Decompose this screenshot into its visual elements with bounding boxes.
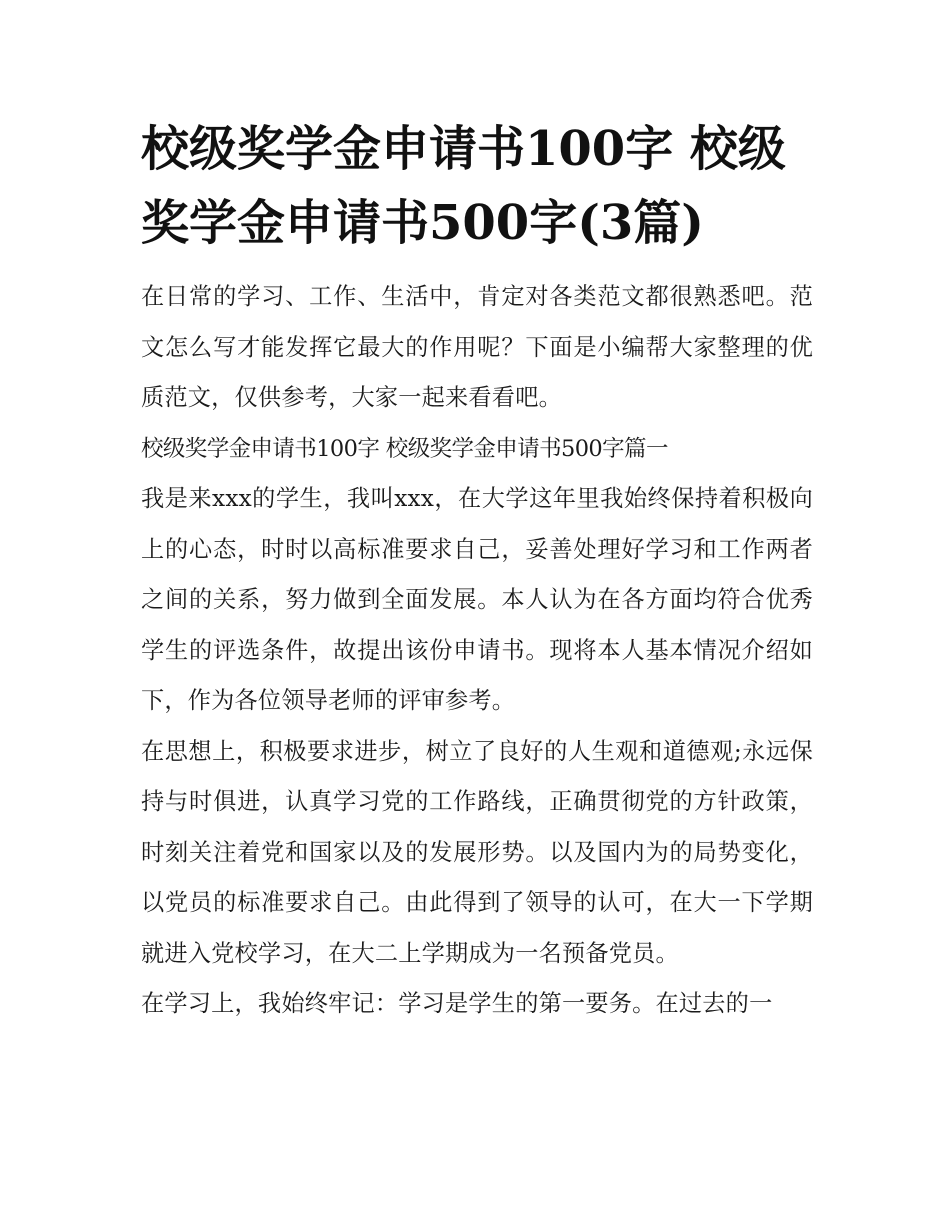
paragraph-ideology: 在思想上，积极要求进步，树立了良好的人生观和道德观;永远保持与时俱进，认真学习党的工作路线，正确贯彻党的方针政策，时刻关注着党和国家以及的发展形势。以及国内为的局势变化，以党员的标准要求自己。由此得到了领导的认可，在大一下学期就进入党校学习，在大二上学期成为一名预备党员。 (141, 737, 813, 967)
paragraph-self-intro: 我是来xxx的学生，我叫xxx，在大学这年里我始终保持着积极向上的心态，时时以高标准要求自己，妥善处理好学习和工作两者之间的关系，努力做到全面发展。本人认为在各方面均符合优秀学生的评选条件，故提出该份申请书。现将本人基本情况介绍如下，作为各位领导老师的评审参考。 (141, 485, 813, 714)
document-title: 校级奖学金申请书100字 校级奖学金申请书500字(3篇) (141, 121, 786, 251)
section-heading: 校级奖学金申请书100字 校级奖学金申请书500字篇一 (141, 435, 668, 462)
document-body (141, 112, 813, 1030)
paragraph-study: 在学习上，我始终牢记：学习是学生的第一要务。在过去的一 (141, 990, 773, 1017)
paragraph-intro: 在日常的学习、工作、生活中，肯定对各类范文都很熟悉吧。范文怎么写才能发挥它最大的作用呢？下面是小编帮大家整理的优质范文，仅供参考，大家一起来看看吧。 (141, 283, 813, 411)
